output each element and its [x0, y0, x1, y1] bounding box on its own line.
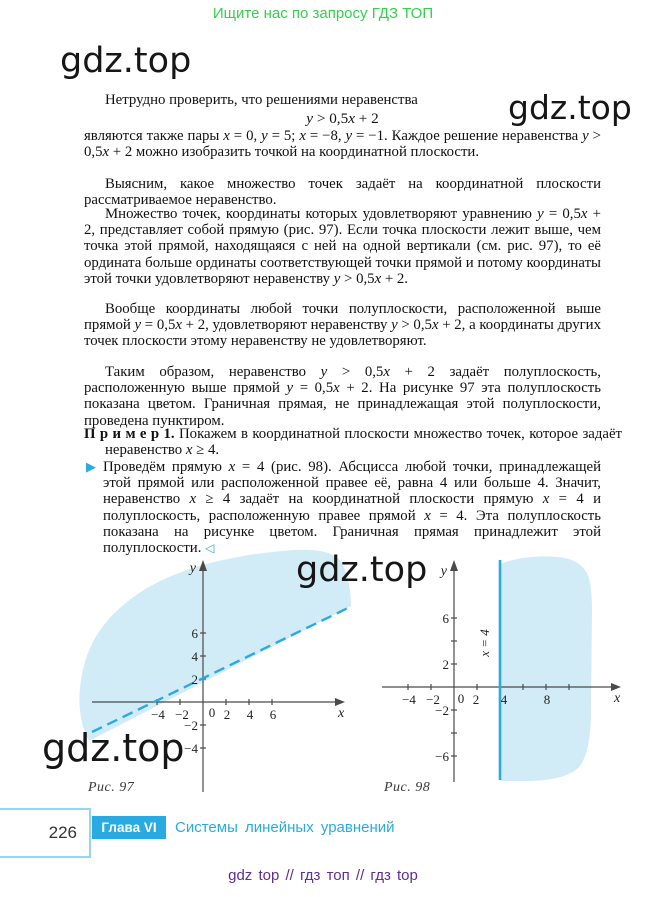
tick-label: −4	[184, 741, 198, 756]
tick-label: 2	[442, 657, 449, 672]
chapter-title: Системы линейных уравнений	[175, 819, 395, 836]
tick-label: −2	[426, 692, 440, 707]
watermark-top-left: gdz.top	[60, 41, 192, 81]
figure-97-caption: Рис. 97	[88, 780, 135, 795]
tick-label: 6	[442, 611, 449, 626]
watermark-bottom-left: gdz.top	[42, 726, 185, 770]
tick-label: −2	[435, 703, 449, 718]
tick-label: 8	[543, 692, 551, 707]
tick-label: −2	[175, 707, 189, 722]
paragraph-example: П р и м е р 1. Покажем в координатной плоскости множество точек, которое задаёт неравенство x ≥ 4.	[84, 426, 622, 459]
x-arrow-98	[611, 683, 621, 691]
chapter-badge: Глава VI	[92, 816, 166, 839]
paragraph-clarify: Выясним, какое множество точек задаёт на координатной плоскости рассматриваемое неравенство.	[84, 176, 601, 209]
line-equation-label: x = 4	[477, 629, 492, 657]
tick-label: 0	[208, 705, 216, 720]
paragraph-intro: Нетрудно проверить, что решениями неравенства	[105, 92, 418, 108]
x-axis-label-97: x	[338, 706, 345, 721]
paragraph-solution: Проведём прямую x = 4 (рис. 98). Абсцисса любой точки, принадлежащей этой прямой или расположенной правее её, равна 4 или больше 4. Значит, неравенство x ≥ 4 задаёт на координатной плоскости прямую x = 4 и полуплоскость, расположенную правее прямой x = 4. Эта полуплоскость показана на рисунке цветом. Граничная прямая принадлежит этой полуплоскости. ◁	[103, 459, 601, 557]
y-arrow-98	[450, 560, 458, 571]
tick-label: 4	[191, 649, 198, 664]
tick-label: 2	[191, 672, 198, 687]
tick-label: 4	[500, 692, 508, 707]
footer-watermark-link[interactable]: gdz top // гдз топ // гдз top	[228, 867, 418, 884]
tick-label: 6	[191, 626, 198, 641]
paragraph-set-of-points: Множество точек, координаты которых удовлетворяют уравнению y = 0,5x + 2, представляет собой прямую (рис. 97). Если точка плоскости лежит выше, чем точка этой прямой, находящаяся с ней на одной вертикали (см. рис. 97), то её ордината больше ординаты соответствующей точки прямой и потому координаты этой точки удовлетворяют неравенству y > 0,5x + 2.	[84, 206, 601, 287]
x-arrow-97	[335, 698, 345, 706]
y-axis-label-97: y	[189, 561, 196, 576]
solution-start-icon: ▶	[86, 460, 96, 475]
watermark-top-right: gdz.top	[508, 88, 632, 127]
y-axis-label-98: y	[440, 564, 447, 579]
shaded-halfplane-98	[500, 556, 592, 781]
promo-link[interactable]: Ищите нас по запросу ГДЗ ТОП	[212, 5, 434, 22]
x-axis-label-98: x	[614, 691, 621, 706]
paragraph-thus: Таким образом, неравенство y > 0,5x + 2 задаёт полуплоскость, расположенную выше прямой y = 0,5x + 2. На рисунке 97 эта полуплоскость показана цветом. Граничная прямая, не принадлежащая этой полуплоскости, проведена пунктиром.	[84, 364, 601, 429]
formula-inequality: y > 0,5x + 2	[306, 110, 379, 127]
figure-98-caption: Рис. 98	[384, 780, 431, 795]
tick-label: 6	[269, 707, 277, 722]
watermark-figure-center: gdz.top	[296, 550, 428, 590]
tick-label: 4	[246, 707, 254, 722]
tick-label: −6	[435, 749, 449, 764]
page-number-box	[0, 808, 91, 858]
tick-label: 0	[457, 691, 465, 706]
page-number: 226	[48, 823, 77, 842]
tick-label: −4	[402, 692, 416, 707]
tick-label: −4	[151, 707, 165, 722]
paragraph-pairs: являются также пары x = 0, y = 5; x = −8, y = −1. Каждое решение неравенства y > 0,5x + 2 можно изобразить точкой на координатной плоскости.	[84, 128, 602, 161]
tick-label: 2	[223, 707, 231, 722]
tick-label: −2	[184, 718, 198, 733]
tick-label: 2	[472, 692, 480, 707]
paragraph-general: Вообще координаты любой точки полуплоскости, расположенной выше прямой y = 0,5x + 2, удовлетворяют неравенству y > 0,5x + 2, а координаты других точек плоскости этому неравенству не удовлетворяют.	[84, 301, 601, 350]
